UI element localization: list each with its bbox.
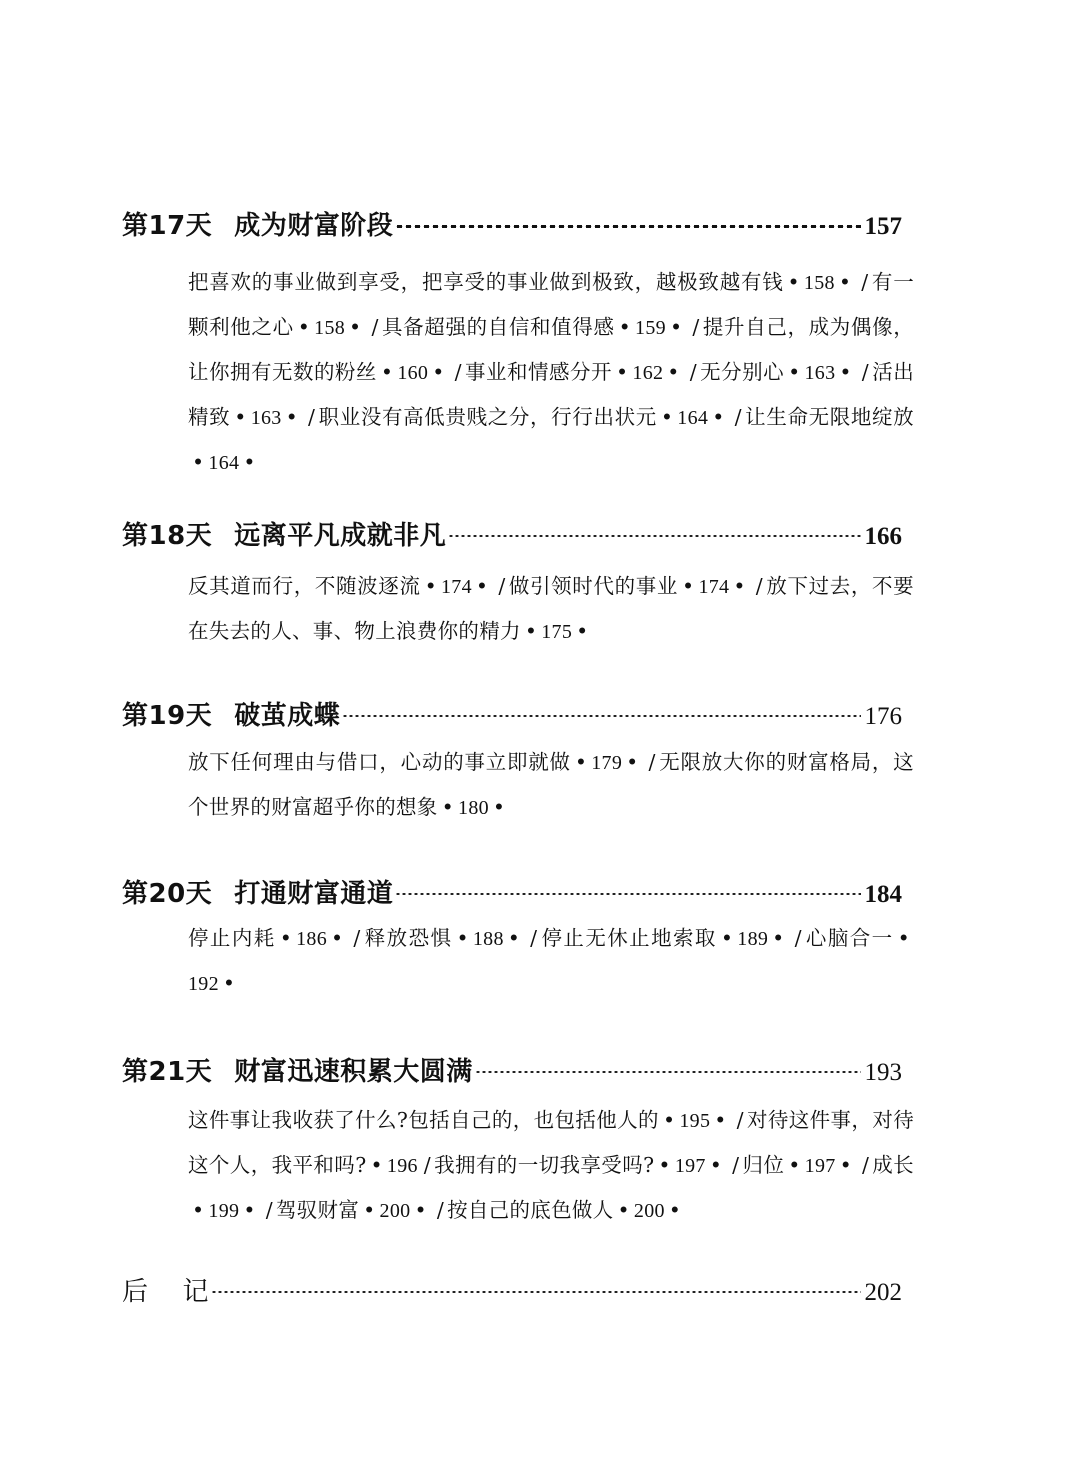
section-entry: 让生命无限地绽放• 164 •	[192, 405, 914, 474]
dot-leader	[448, 535, 860, 537]
toc-chapter-20	[122, 874, 911, 1006]
section-entry: 具备超强的自信和值得感 • 159 •	[381, 315, 683, 339]
chapter-heading	[122, 516, 902, 556]
chapter-section-list: 放下任何理由与借口，心动的事立即就做 • 179 • / 无限放大你的财富格局，这个世界的财富超乎你的想象 • 180 •	[188, 750, 914, 819]
chapter-page-number: 176	[864, 703, 902, 730]
toc-chapter-17	[122, 206, 915, 485]
section-entry: 我拥有的一切我享受吗? • 197 •	[434, 1153, 723, 1177]
afterword-page-number: 202	[864, 1279, 902, 1306]
chapter-page-number: 184	[864, 881, 902, 908]
chapter-section-list: 反其道而行，不随波逐流 • 174 • / 做引领时代的事业 • 174 • / 放下过去，不要在失去的人、事、物上浪费你的精力 • 175 •	[188, 574, 914, 643]
section-entry: 停止内耗 • 186 •	[188, 926, 344, 950]
section-entry: 事业和情感分开 • 162 •	[464, 360, 680, 384]
chapter-section-list: 把喜欢的事业做到享受，把享受的事业做到极致，越极致越有钱 • 158 • / 有一颗利他之心 • 158 • / 具备超强的自信和值得感 • 159 • / 提升自己，成为偶像，让你拥有无数的粉丝 • 160 • / 事业和情感分开 • 162 • / 无分别心 • 163 • / 活出精致 • 163 • / 职业没有高低贵贱之分，行行出状元 • 164 • / 让生命无限地绽放• 164 •	[188, 270, 915, 474]
toc-chapter-18	[122, 516, 914, 654]
chapter-section-list: 这件事让我收获了什么?包括自己的，也包括他人的 • 195 • / 对待这件事，对待这个人，我平和吗? • 196 / 我拥有的一切我享受吗? • 197 • / 归位 • 197 • / 成长• 199 • / 驾驭财富 • 200 • / 按自己的底色做人 • 200 •	[188, 1108, 915, 1222]
section-entry: 对待这件事，对待这个人，我平和吗? • 196	[188, 1108, 915, 1177]
section-entry: 反其道而行，不随波逐流 • 174 •	[188, 574, 489, 598]
section-entry: 把喜欢的事业做到享受，把享受的事业做到极致，越极致越有钱 • 158 •	[188, 270, 852, 294]
section-entry: 驾驭财富 • 200 •	[275, 1198, 427, 1222]
section-entry: 成长• 199 •	[192, 1153, 914, 1222]
dot-leader	[475, 1071, 861, 1073]
dot-leader	[211, 1291, 860, 1293]
section-entry: 活出精致 • 163 •	[188, 360, 914, 429]
section-entry: 释放恐惧 • 188 •	[363, 926, 521, 950]
chapter-section-list: 停止内耗 • 186 • / 释放恐惧 • 188 • / 停止无休止地索取 • 189 • / 心脑合一 •192 •	[188, 916, 914, 1006]
section-entry: 心脑合一 •192 •	[188, 926, 911, 995]
dot-leader	[395, 225, 860, 228]
chapter-page-number: 157	[864, 213, 902, 240]
chapter-heading	[122, 696, 902, 736]
chapter-heading	[122, 1052, 902, 1092]
section-entry: 放下任何理由与借口，心动的事立即就做 • 179 •	[188, 750, 639, 774]
section-entry: 放下过去，不要在失去的人、事、物上浪费你的精力 • 175 •	[188, 574, 914, 643]
section-entry: 提升自己，成为偶像，让你拥有无数的粉丝 • 160 •	[188, 315, 915, 384]
chapter-label: 第20天 打通财富通道	[122, 879, 394, 909]
chapter-label: 第18天 远离平凡成就非凡	[122, 521, 447, 551]
chapter-heading	[122, 206, 902, 246]
chapter-page-number: 166	[864, 523, 902, 550]
chapter-label: 第19天 破茧成蝶	[122, 701, 341, 731]
afterword-heading	[122, 1272, 902, 1312]
chapter-heading	[122, 874, 902, 914]
section-entry: 按自己的底色做人 • 200 •	[447, 1198, 682, 1222]
chapter-label: 第17天 成为财富阶段	[122, 211, 394, 241]
dot-leader	[342, 715, 860, 717]
section-entry: 职业没有高低贵贱之分，行行出状元 • 164 •	[318, 405, 725, 429]
toc-afterword	[122, 1272, 902, 1312]
dot-leader	[395, 893, 860, 895]
section-entry: 停止无休止地索取 • 189 •	[540, 926, 785, 950]
section-entry: 这件事让我收获了什么?包括自己的，也包括他人的 • 195 •	[188, 1108, 727, 1132]
section-entry: 无限放大你的财富格局，这个世界的财富超乎你的想象 • 180 •	[188, 750, 914, 819]
section-entry: 做引领时代的事业 • 174 •	[508, 574, 746, 598]
section-entry: 归位 • 197 •	[742, 1153, 852, 1177]
toc-chapter-19	[122, 696, 914, 830]
afterword-label: 后 记	[122, 1277, 210, 1307]
section-entry: 有一颗利他之心 • 158 •	[188, 270, 914, 339]
toc-chapter-21	[122, 1052, 915, 1233]
chapter-label: 第21天 财富迅速积累大圆满	[122, 1057, 473, 1087]
section-entry: 无分别心 • 163 •	[699, 360, 852, 384]
chapter-page-number: 193	[864, 1059, 902, 1086]
